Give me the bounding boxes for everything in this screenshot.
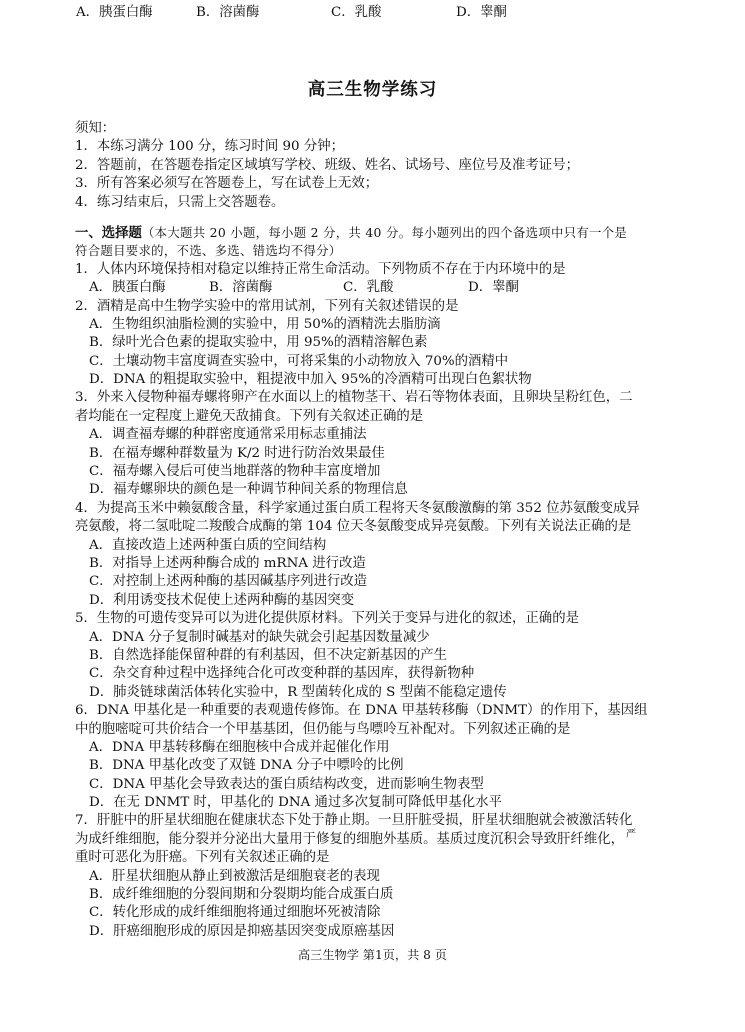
q1-option-d: D．睾酮 — [468, 280, 519, 296]
top-option-b: B．溶菌酶 — [196, 5, 260, 20]
q7-option-c: C．转化形成的成纤维细胞将通过细胞坏死被清除 — [89, 905, 381, 921]
q7-option-d: D．肝癌细胞形成的原因是抑癌基因突变成原癌基因 — [89, 923, 395, 939]
document-body — [75, 120, 665, 941]
section-note: （本大题共 20 小题，每小题 2 分，共 40 分。每小题列出的四个备选项中只有一个是 — [141, 224, 628, 240]
q2-option-b: B．绿叶光合色素的提取实验中，用 95%的酒精溶解色素 — [89, 335, 428, 351]
question-4-stem-cont: 亮氨酸，将二氢吡啶二羧酸合成酶的第 104 位天冬氨酸变成异亮氨酸。下列有关说法正确的是 — [75, 519, 632, 535]
q3-option-b: B．在福寿螺种群数量为 K/2 时进行防治效果最佳 — [89, 445, 385, 461]
question-2-stem: 2．酒精是高中生物学实验中的常用试剂，下列有关叙述错误的是 — [75, 298, 459, 314]
notice-item: 4．练习结束后，只需上交答题卷。 — [75, 194, 285, 210]
q7-line2-text: 为成纤维细胞，能分裂并分泌出大量用于修复的细胞外基质。基质过度沉积会导致肝纤维化， — [75, 831, 625, 847]
q1-option-b: B．溶菌酶 — [209, 280, 273, 296]
question-7-stem-cont — [75, 828, 665, 849]
q4-option-b: B．对指导上述两种酶合成的 mRNA 进行改造 — [89, 555, 366, 571]
question-3-stem-cont: 者均能在一定程度上避免天敌捕食。下列有关叙述正确的是 — [75, 408, 424, 424]
notice-item: 1．本练习满分 100 分，练习时间 90 分钟； — [75, 139, 345, 155]
q6-option-c: C．DNA 甲基化会导致表达的蛋白质结构改变，进而影响生物表型 — [89, 776, 484, 792]
q2-option-c: C．土壤动物丰富度调查实验中，可将采集的小动物放入 70%的酒精中 — [89, 353, 509, 369]
q3-option-d: D．福寿螺卵块的颜色是一种调节种间关系的物理信息 — [89, 482, 408, 498]
q7-overflow-char: 严 — [626, 828, 637, 840]
q4-option-c: C．对控制上述两种酶的基因碱基序列进行改造 — [89, 574, 368, 590]
q6-option-a: A．DNA 甲基转移酶在细胞核中合成并起催化作用 — [89, 739, 390, 755]
q5-option-a: A．DNA 分子复制时碱基对的缺失就会引起基因数量减少 — [89, 629, 430, 645]
q6-option-d: D．在无 DNMT 时，甲基化的 DNA 通过多次复制可降低甲基化水平 — [89, 795, 502, 811]
notice-item: 2．答题前，在答题卷指定区域填写学校、班级、姓名、试场号、座位号及准考证号； — [75, 157, 579, 173]
q5-option-d: D．肺炎链球菌活体转化实验中，R 型菌转化成的 S 型菌不能稳定遗传 — [89, 684, 507, 700]
section-note-cont: 符合题目要求的，不选、多选、错选均不得分） — [75, 243, 342, 259]
q2-option-d: D．DNA 的粗提取实验中，粗提液中加入 95%的冷酒精可出现白色絮状物 — [89, 372, 532, 388]
page-footer: 高三生物学 第1页，共 8 页 — [297, 948, 447, 962]
q6-option-b: B．DNA 甲基化改变了双链 DNA 分子中嘌呤的比例 — [89, 758, 404, 774]
page-title: 高三生物学练习 — [307, 80, 438, 100]
q5-option-c: C．杂交育种过程中选择纯合化可改变种群的基因库，获得新物种 — [89, 666, 475, 682]
q1-option-a: A．胰蛋白酶 — [89, 280, 166, 296]
q1-option-c: C．乳酸 — [343, 280, 394, 296]
previous-page-options — [76, 4, 676, 22]
notice-heading: 须知： — [75, 121, 116, 136]
question-7-stem: 7．肝脏中的肝星状细胞在健康状态下处于静止期。一旦肝脏受损，肝星状细胞就会被激活转化 — [75, 813, 633, 829]
q3-option-a: A．调查福寿螺的种群密度通常采用标志重捕法 — [89, 427, 367, 443]
top-option-c: C．乳酸 — [331, 5, 382, 20]
question-3-stem: 3．外来入侵物种福寿螺将卵产在水面以上的植物茎干、岩石等物体表面，且卵块呈粉红色，二 — [75, 390, 633, 406]
section-title: 一、选择题 — [75, 225, 142, 241]
section-header — [75, 224, 665, 242]
question-6-stem-cont: 中的胞嘧啶可共价结合一个甲基基团，但仍能与鸟嘌呤互补配对。下列叙述正确的是 — [75, 721, 571, 737]
question-4-stem: 4．为提高玉米中赖氨酸含量，科学家通过蛋白质工程将天冬氨酸激酶的第 352 位苏氨酸变成异 — [75, 500, 640, 516]
q2-option-a: A．生物组织油脂检测的实验中，用 50%的酒精洗去脂肪滴 — [89, 316, 441, 332]
question-1-options — [75, 279, 665, 297]
top-option-a: A．胰蛋白酶 — [76, 5, 153, 20]
question-1-stem: 1．人体内环境保持相对稳定以维持正常生命活动。下列物质不存在于内环境中的是 — [75, 261, 566, 277]
top-option-d: D．睾酮 — [456, 5, 507, 20]
q4-option-a: A．直接改造上述两种蛋白质的空间结构 — [89, 537, 327, 553]
question-6-stem: 6．DNA 甲基化是一种重要的表观遗传修饰。在 DNA 甲基转移酶（DNMT）的作用下，基因组 — [75, 703, 648, 719]
question-5-stem: 5．生物的可遗传变异可以为进化提供原材料。下列关于变异与进化的叙述，正确的是 — [75, 611, 579, 627]
q4-option-d: D．利用诱变技术促使上述两种酶的基因突变 — [89, 592, 355, 608]
question-7-stem-cont: 重时可恶化为肝癌。下列有关叙述正确的是 — [75, 850, 330, 866]
q5-option-b: B．自然选择能保留种群的有利基因，但不决定新基因的产生 — [89, 647, 447, 663]
q7-option-a: A．肝星状细胞从静止到被激活是细胞衰老的表现 — [89, 868, 380, 884]
notice-item: 3．所有答案必须写在答题卷上，写在试卷上无效； — [75, 176, 379, 192]
q3-option-c: C．福寿螺入侵后可使当地群落的物种丰富度增加 — [89, 464, 381, 480]
q7-option-b: B．成纤维细胞的分裂间期和分裂期均能合成蛋白质 — [89, 887, 394, 903]
